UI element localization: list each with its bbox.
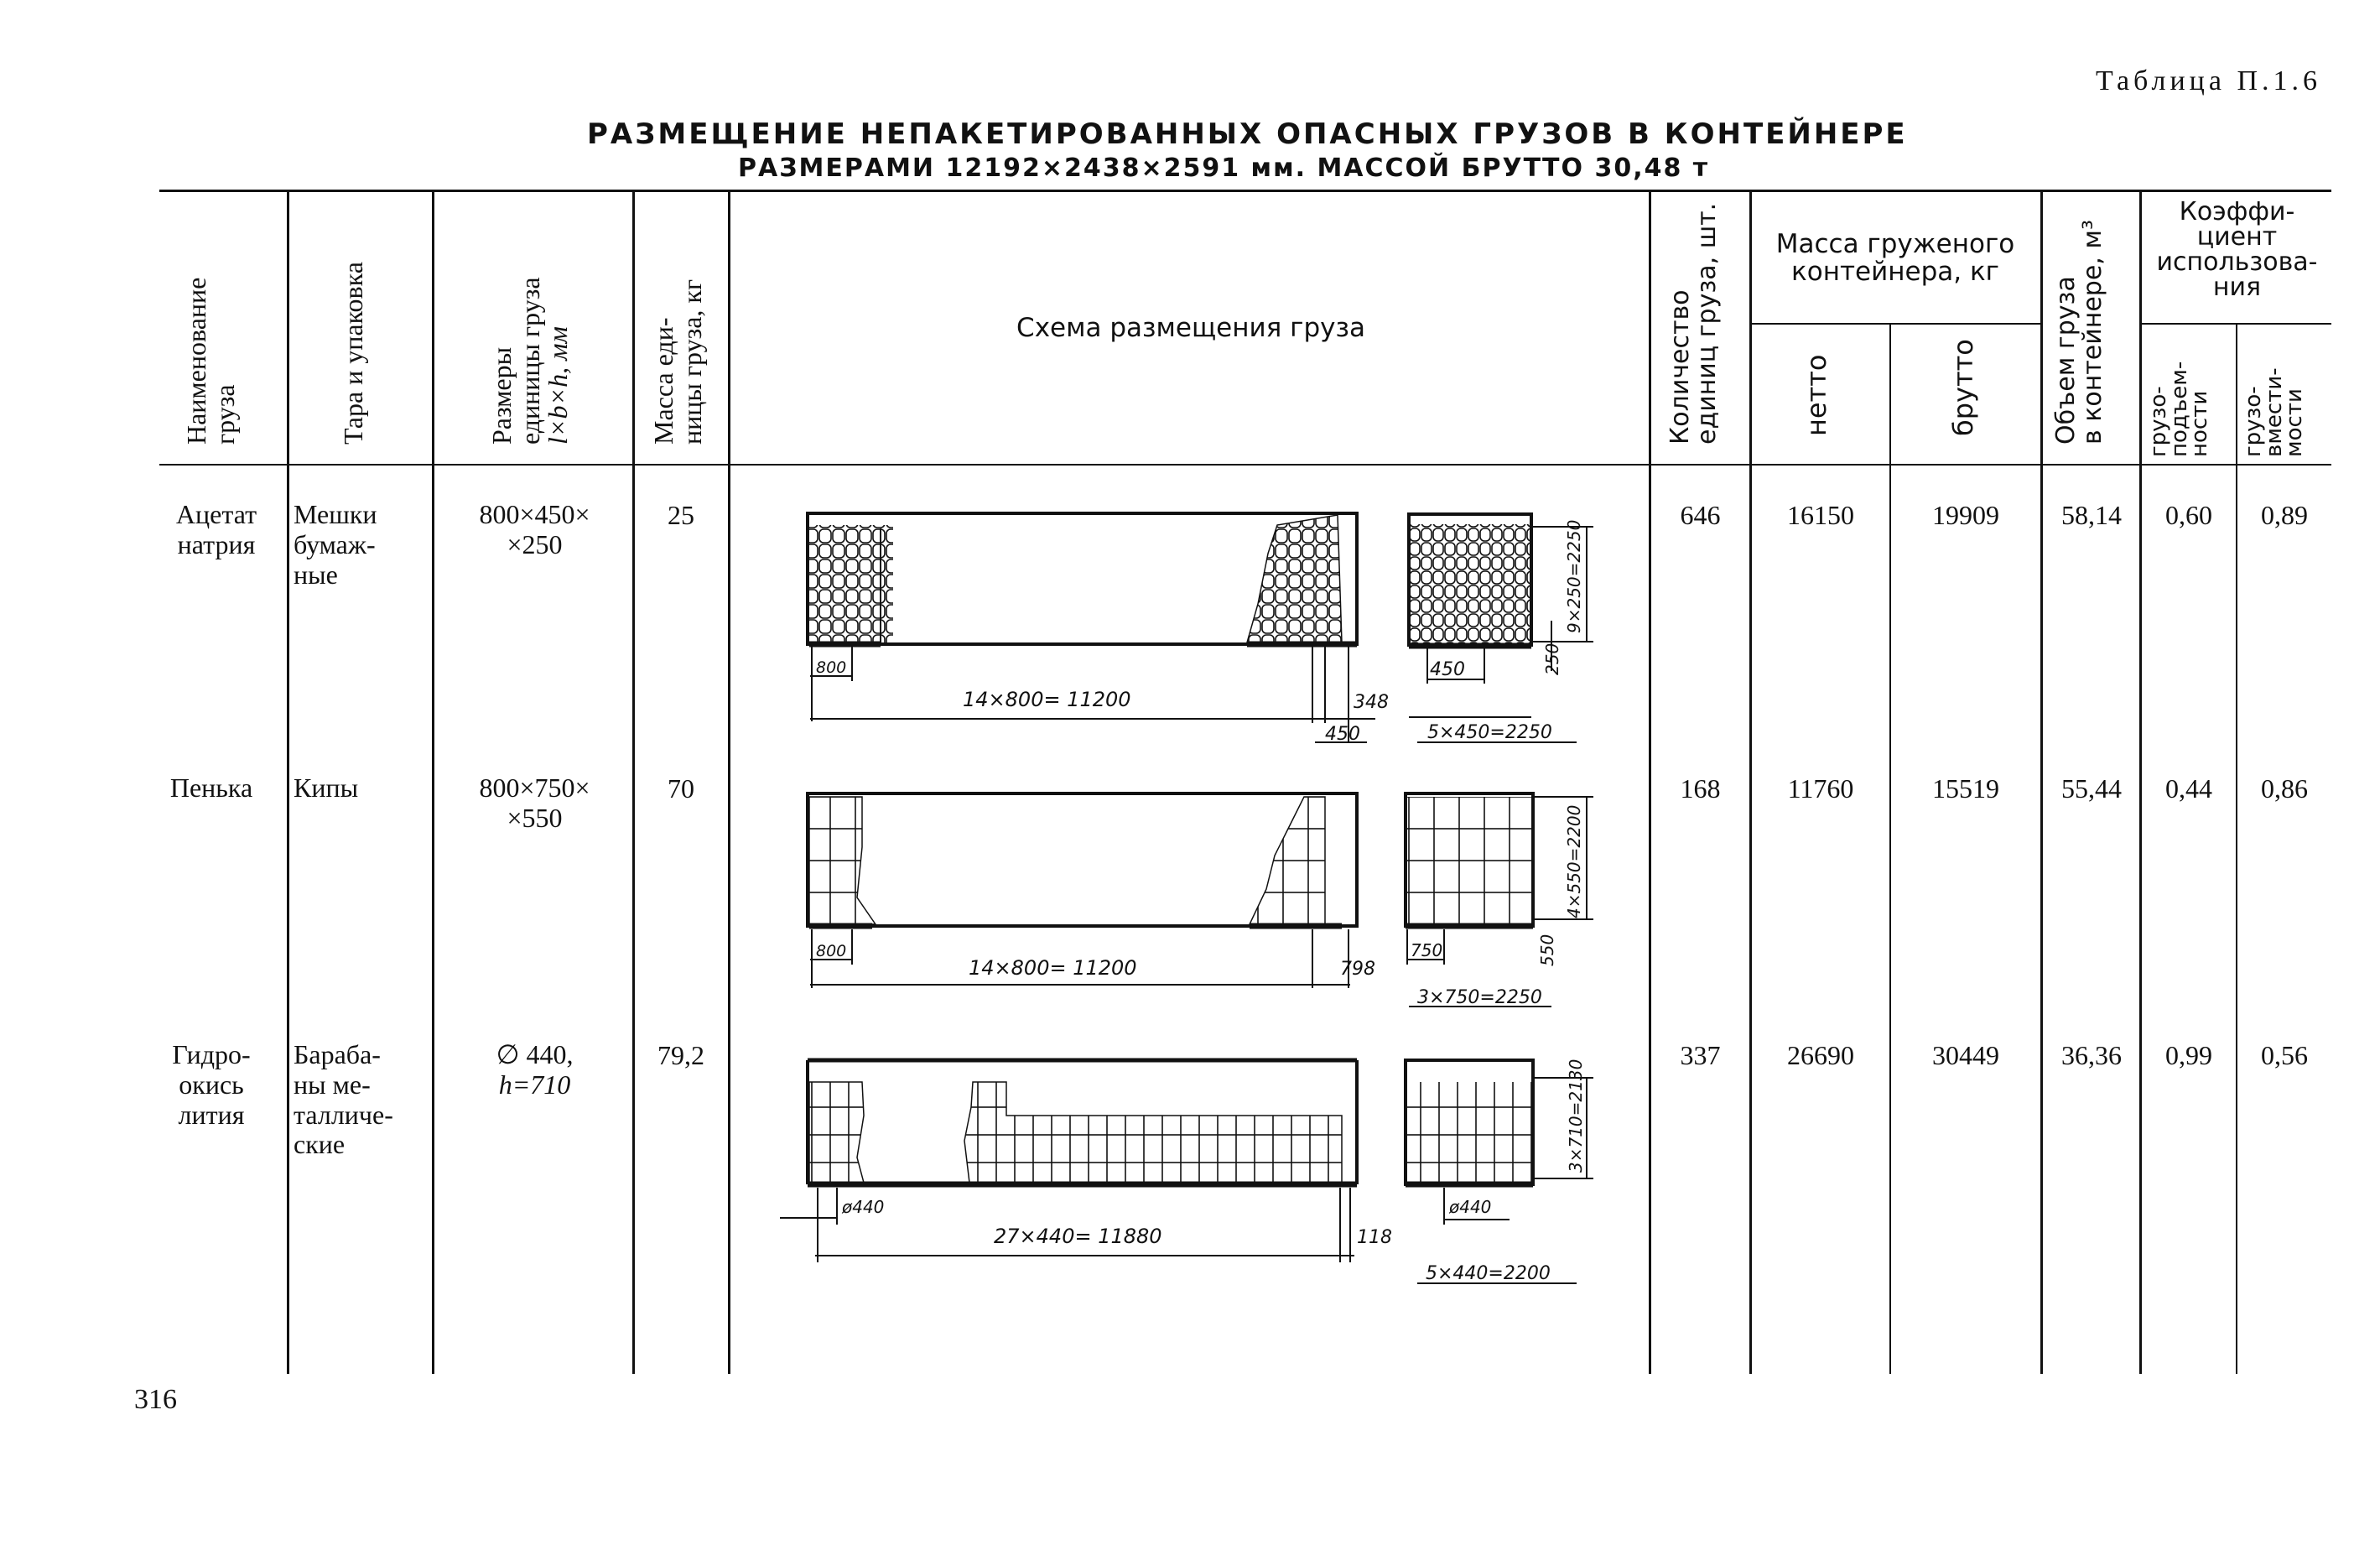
table-label: Таблица П.1.6 [2096, 65, 2321, 96]
row1-height-unit: 250 [1542, 642, 1562, 675]
row2-total-length: 14×800= 11200 [969, 956, 1137, 980]
header-coef: Коэффи- циент использова- ния [2156, 197, 2318, 302]
row2-brutto: 15519 [1932, 773, 1999, 804]
row3-side-unit: ø440 [1449, 1197, 1492, 1217]
row1-volume: 58,14 [2061, 500, 2122, 530]
row1-side-total: 5×450=2250 [1427, 722, 1552, 743]
row3-netto: 26690 [1787, 1040, 1854, 1070]
header-packaging: Тара и упаковка [338, 262, 368, 445]
row3-dimensions: ∅ 440, h=710 [496, 1039, 574, 1100]
row3-brutto: 30449 [1932, 1040, 1999, 1070]
row3-packaging: Бараба- ны ме- талличе- ские [294, 1039, 393, 1160]
header-count: Количество единиц груза, шт. [1665, 202, 1722, 445]
header-name: Наименование груза [181, 277, 240, 445]
table-title-line1: РАЗМЕЩЕНИЕ НЕПАКЕТИРОВАННЫХ ОПАСНЫХ ГРУЗОВ В КОНТЕЙНЕРЕ [587, 117, 1908, 151]
row1-coef-cap: 0,89 [2261, 500, 2308, 530]
row1-packaging: Мешки бумаж- ные [294, 499, 377, 590]
row1-last: 450 [1325, 724, 1360, 745]
row3-gap: 118 [1357, 1227, 1392, 1248]
row3-coef-load: 0,99 [2165, 1040, 2212, 1070]
row2-unit-length: 800 [816, 942, 847, 960]
header-coef-load: грузо- подъем- ности [2146, 361, 2213, 457]
row2-count: 168 [1680, 773, 1721, 804]
header-unit-mass: Масса еди- ницы груза, кг [648, 278, 707, 445]
row2-packaging: Кипы [294, 772, 359, 803]
row1-gap: 348 [1354, 692, 1389, 713]
header-volume: Объем груза в контейнере, м³ [2051, 219, 2107, 445]
header-dimensions: Размеры единицы груза l×b×h, мм [486, 277, 574, 445]
row3-coef-cap: 0,56 [2261, 1040, 2308, 1070]
row1-coef-load: 0,60 [2165, 500, 2212, 530]
row3-total-length: 27×440= 11880 [994, 1225, 1162, 1248]
header-scheme: Схема размещения груза [1016, 313, 1365, 343]
row2-side-total: 3×750=2250 [1417, 987, 1542, 1008]
row1-brutto: 19909 [1932, 500, 1999, 530]
row2-coef-cap: 0,86 [2261, 773, 2308, 804]
row2-height-unit: 550 [1537, 934, 1557, 966]
header-brutto: брутто [1947, 339, 1979, 436]
row1-dimensions: 800×450× ×250 [479, 499, 590, 559]
row3-unit-length: ø440 [842, 1197, 885, 1217]
header-coef-cap: грузо- вмести- мости [2241, 367, 2308, 457]
row3-side-total: 5×440=2200 [1426, 1263, 1551, 1284]
row3-count: 337 [1680, 1040, 1721, 1070]
row1-netto: 16150 [1787, 500, 1854, 530]
header-netto: нетто [1801, 354, 1832, 436]
header-container-mass: Масса груженого контейнера, кг [1775, 229, 2015, 288]
table-title-line2: РАЗМЕРАМИ 12192×2438×2591 мм. МАССОЙ БРУТТО 30,48 т [738, 153, 1710, 183]
row2-netto: 11760 [1787, 773, 1854, 804]
row1-name: Ацетат натрия [175, 499, 257, 559]
row1-height-total: 9×250=2250 [1564, 519, 1584, 633]
row1-unit-length: 800 [816, 658, 847, 677]
page-number: 316 [134, 1384, 177, 1415]
row3-unit-mass: 79,2 [657, 1040, 704, 1070]
row2-dimensions: 800×750× ×550 [479, 772, 590, 833]
row2-name: Пенька [169, 772, 253, 803]
row1-count: 646 [1680, 500, 1721, 530]
row1-unit-mass: 25 [668, 500, 694, 530]
row3-volume: 36,36 [2061, 1040, 2122, 1070]
row1-side-unit: 450 [1430, 659, 1465, 680]
row1-total-length: 14×800= 11200 [963, 688, 1131, 711]
row2-height-total: 4×550=2200 [1564, 804, 1584, 918]
row3-name: Гидро- окись лития [172, 1039, 251, 1130]
row3-height-total: 3×710=2130 [1566, 1059, 1586, 1173]
row2-volume: 55,44 [2061, 773, 2122, 804]
row2-unit-mass: 70 [668, 773, 694, 804]
row2-gap: 798 [1340, 959, 1375, 980]
row2-side-unit: 750 [1411, 940, 1443, 960]
row2-coef-load: 0,44 [2165, 773, 2212, 804]
